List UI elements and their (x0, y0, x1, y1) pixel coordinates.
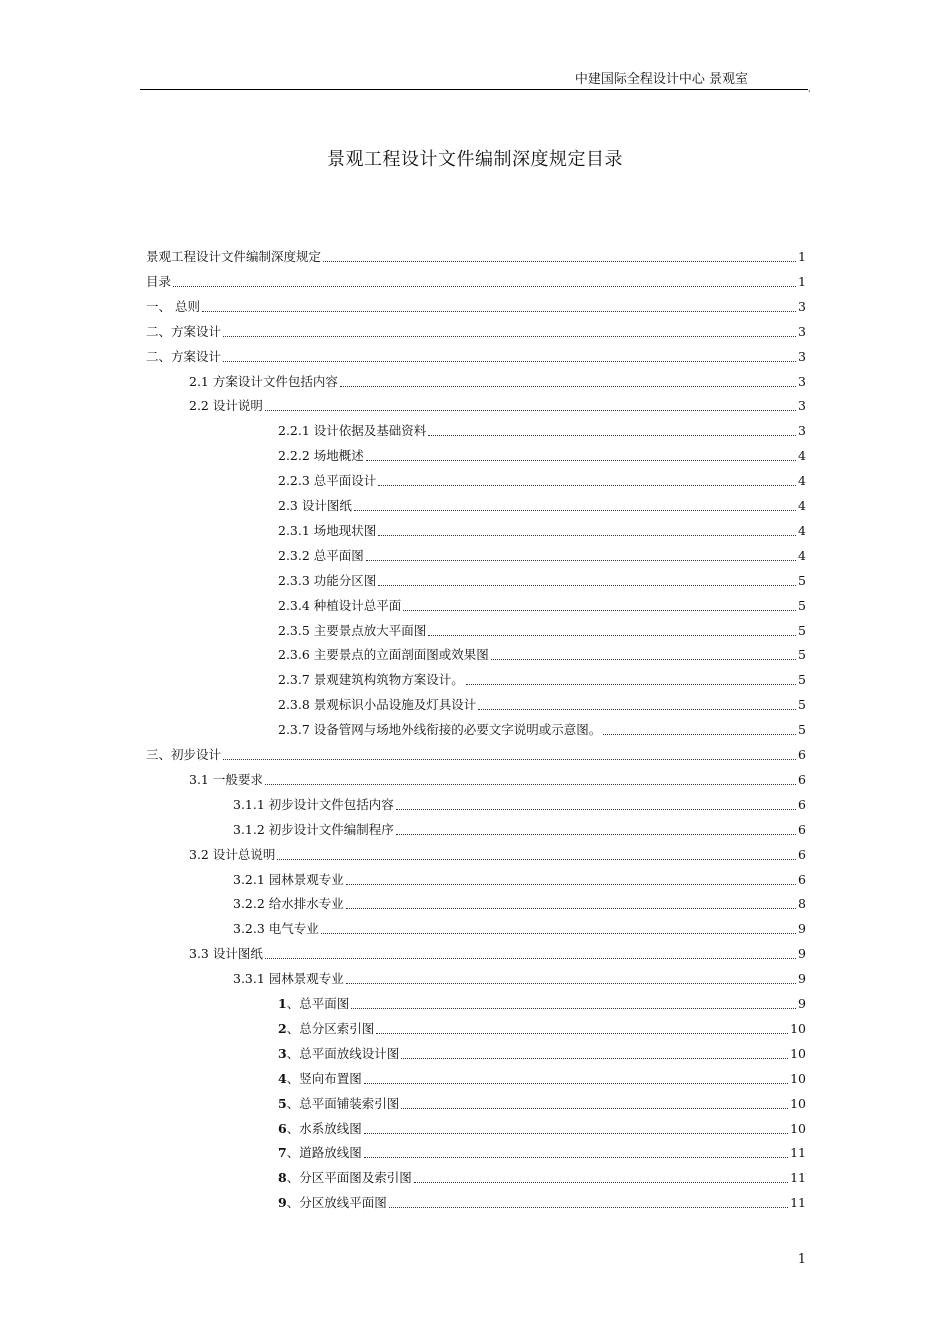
toc-entry-page: 5 (798, 647, 806, 663)
toc-entry[interactable] (233, 894, 806, 912)
dot-leader (346, 878, 796, 885)
toc-entry-label: 2.3.2 总平面图 (278, 547, 364, 563)
toc-entry[interactable] (233, 795, 806, 813)
dot-leader (223, 355, 796, 362)
toc-entry-label: 2.3.7 设备管网与场地外线衔接的必要文字说明或示意图。 (278, 722, 602, 738)
toc-entry-page: 10 (790, 1045, 806, 1061)
toc-entry[interactable] (278, 645, 806, 663)
toc-entry-label: 3.2.3 电气专业 (233, 921, 319, 937)
toc-entry-label: 2.2.1 设计依据及基础资料 (278, 423, 427, 439)
toc-entry[interactable] (146, 322, 806, 340)
toc-entry-label: 2.3 设计图纸 (278, 498, 352, 513)
toc-entry-text: 、道路放线图 (286, 1145, 362, 1161)
toc-entry-page: 4 (798, 473, 806, 489)
dot-leader (401, 1102, 788, 1109)
toc-entry[interactable] (278, 720, 806, 738)
toc-entry-number: 5 (278, 1095, 287, 1111)
toc-entry[interactable] (278, 1044, 806, 1062)
toc-entry-number: 2 (278, 1020, 287, 1036)
toc-entry[interactable] (278, 571, 806, 589)
toc-entry[interactable] (189, 845, 806, 863)
header-rule (140, 89, 808, 90)
page-header: 中建国际全程设计中心 景观室 (574, 72, 748, 87)
toc-entry[interactable] (233, 969, 806, 987)
toc-entry-label (278, 1195, 387, 1211)
toc-entry[interactable] (233, 820, 806, 838)
toc-entry-label: 2.3.4 种植设计总平面 (278, 597, 402, 613)
toc-entry-page: 3 (798, 348, 806, 364)
toc-entry-label: 二、方案设计 (146, 348, 222, 364)
dot-leader (364, 1151, 788, 1158)
toc-entry-label: 3.2.1 园林景观专业 (233, 871, 344, 887)
dot-leader (366, 554, 796, 561)
toc-entry-label (278, 1071, 362, 1087)
toc-entry-page: 5 (798, 572, 806, 588)
toc-entry-number: 3 (278, 1045, 287, 1061)
toc-entry-label: 2.3.3 功能分区图 (278, 572, 377, 588)
dot-leader (378, 529, 796, 536)
toc-entry[interactable] (278, 596, 806, 614)
dot-leader (265, 952, 796, 959)
dot-leader (364, 1077, 788, 1084)
dot-leader (428, 629, 796, 636)
toc-entry-text: 、分区平面图及索引图 (286, 1170, 412, 1186)
toc-entry-page: 3 (798, 373, 806, 389)
toc-entry-label (278, 1145, 362, 1161)
toc-entry-page: 5 (798, 597, 806, 613)
toc-entry-label: 目录 (146, 273, 172, 289)
toc-entry-page: 4 (798, 448, 806, 464)
toc-entry-page: 11 (790, 1195, 806, 1211)
dot-leader (223, 753, 796, 760)
toc-entry[interactable] (278, 471, 806, 489)
toc-entry-page: 3 (798, 298, 806, 314)
toc-entry-label (278, 1021, 374, 1037)
toc-entry[interactable] (146, 347, 806, 365)
toc-entry-label: 3.3 设计图纸 (189, 946, 263, 962)
toc-entry-label: 2.1 方案设计文件包括内容 (189, 373, 338, 389)
toc-entry-page: 9 (798, 996, 806, 1011)
toc-entry[interactable] (146, 745, 806, 763)
toc-entry-page: 4 (798, 547, 806, 563)
toc-entry[interactable] (278, 1069, 806, 1087)
dot-leader (351, 1002, 796, 1009)
toc-entry-page: 3 (798, 323, 806, 339)
toc-entry-number: 7 (278, 1145, 287, 1161)
toc-entry-page: 10 (790, 1070, 806, 1086)
toc-entry-number: 1 (278, 996, 287, 1011)
toc-entry[interactable] (278, 546, 806, 564)
toc-entry[interactable] (278, 446, 806, 464)
dot-leader (478, 703, 796, 710)
dot-leader (401, 1052, 788, 1059)
toc-entry-page: 1 (798, 273, 806, 289)
toc-entry-label: 3.2 设计总说明 (189, 846, 276, 862)
dot-leader (396, 828, 796, 835)
toc-entry-page: 3 (798, 423, 806, 439)
toc-entry-text: 、竖向布置图 (286, 1070, 362, 1086)
toc-entry[interactable] (233, 870, 806, 888)
toc-entry-label (278, 1046, 399, 1062)
toc-entry-label: 3.1 一般要求 (189, 771, 263, 787)
dot-leader (366, 454, 796, 461)
toc-entry-page: 10 (790, 1095, 806, 1111)
toc-entry-page: 6 (798, 771, 806, 787)
toc-entry-number: 9 (278, 1195, 287, 1211)
toc-entry-label: 3.1.1 初步设计文件包括内容 (233, 796, 394, 812)
toc-entry[interactable] (278, 1119, 806, 1137)
dot-leader (378, 479, 796, 486)
toc-entry-page: 4 (798, 522, 806, 538)
dot-leader (364, 1127, 788, 1134)
dot-leader (376, 1027, 788, 1034)
header-mark: , (808, 84, 811, 94)
toc-entry[interactable] (278, 670, 806, 688)
toc-entry-page: 4 (798, 498, 806, 513)
toc-entry-page: 5 (798, 622, 806, 638)
toc-entry[interactable] (278, 1168, 806, 1186)
toc-entry-number: 8 (278, 1170, 287, 1186)
toc-entry[interactable] (189, 396, 806, 414)
toc-entry[interactable] (278, 1143, 806, 1161)
toc-entry-page: 5 (798, 697, 806, 713)
toc-entry-number: 4 (278, 1070, 287, 1086)
toc-entry[interactable] (146, 297, 806, 315)
toc-entry[interactable] (278, 1193, 806, 1211)
toc-entry-label: 3.2.2 给水排水专业 (233, 896, 344, 912)
dot-leader (265, 778, 796, 785)
page-number: 1 (797, 1252, 806, 1267)
dot-leader (603, 728, 796, 735)
toc-entry-page: 5 (798, 722, 806, 738)
dot-leader (414, 1176, 788, 1183)
dot-leader (340, 380, 796, 387)
toc-entry-label: 2.3.7 景观建筑构筑物方案设计。 (278, 672, 464, 688)
toc-entry[interactable] (146, 247, 806, 265)
toc-entry-page: 11 (790, 1170, 806, 1186)
toc-entry-text: 、水系放线图 (286, 1120, 362, 1136)
toc-entry-page: 9 (798, 971, 806, 987)
toc-entry-label: 2.2.2 场地概述 (278, 448, 364, 464)
toc-entry-page: 6 (798, 796, 806, 812)
toc-entry-page: 3 (798, 398, 806, 414)
toc-entry[interactable] (278, 1019, 806, 1037)
dot-leader (466, 678, 796, 685)
toc-entry-label: 2.3.8 景观标识小品设施及灯具设计 (278, 697, 477, 713)
toc-entry-label: 二、方案设计 (146, 323, 222, 339)
toc-entry-label (278, 1096, 399, 1112)
dot-leader (321, 927, 796, 934)
toc-entry-page: 5 (798, 672, 806, 688)
dot-leader (354, 504, 796, 511)
dot-leader (265, 404, 796, 411)
toc-entry[interactable] (278, 1094, 806, 1112)
dot-leader (202, 305, 796, 312)
toc-entry-label: 一、 总则 (146, 298, 200, 314)
toc-entry-page: 9 (798, 921, 806, 937)
dot-leader (173, 280, 796, 287)
toc-entry[interactable] (233, 919, 806, 937)
toc-entry-label: 2.2 设计说明 (189, 398, 263, 414)
toc-entry[interactable] (189, 372, 806, 390)
toc-entry-label: 2.3.6 主要景点的立面剖面图或效果图 (278, 647, 489, 663)
dot-leader (346, 977, 796, 984)
toc-entry-text: 、总平面放线设计图 (286, 1045, 400, 1061)
toc-entry[interactable] (278, 994, 806, 1012)
dot-leader (223, 330, 796, 337)
toc-entry-label: 景观工程设计文件编制深度规定 (146, 249, 322, 264)
toc-entry-text: 、总平面图 (286, 996, 350, 1011)
dot-leader (346, 902, 796, 909)
toc-entry-label: 3.3.1 园林景观专业 (233, 971, 344, 987)
dot-leader (378, 579, 796, 586)
toc-entry[interactable] (189, 944, 806, 962)
toc-entry-page: 10 (790, 1020, 806, 1036)
toc-entry-page: 6 (798, 747, 806, 762)
toc-entry-label: 2.2.3 总平面设计 (278, 473, 377, 489)
dot-leader (403, 604, 796, 611)
toc-entry-number: 6 (278, 1120, 287, 1136)
document-title: 景观工程设计文件编制深度规定目录 (327, 149, 623, 170)
toc-entry-page: 8 (798, 896, 806, 912)
dot-leader (396, 803, 796, 810)
dot-leader (491, 653, 796, 660)
dot-leader (323, 255, 796, 262)
toc-entry-label (278, 1170, 412, 1186)
toc-entry-text: 、分区放线平面图 (286, 1195, 387, 1211)
dot-leader (428, 429, 796, 436)
dot-leader (389, 1201, 788, 1208)
toc-entry[interactable] (278, 621, 806, 639)
toc-entry-text: 、总分区索引图 (286, 1020, 375, 1036)
toc-entry-page: 6 (798, 821, 806, 837)
toc-entry-label (278, 996, 349, 1012)
toc-entry[interactable] (278, 521, 806, 539)
toc-entry-label: 3.1.2 初步设计文件编制程序 (233, 821, 394, 837)
toc-entry-page: 1 (798, 249, 806, 264)
toc-entry-label: 三、初步设计 (146, 747, 222, 762)
toc-entry-page: 10 (790, 1120, 806, 1136)
toc-entry-label: 2.3.5 主要景点放大平面图 (278, 622, 427, 638)
toc-entry-text: 、总平面铺装索引图 (286, 1095, 400, 1111)
toc-entry-page: 6 (798, 846, 806, 862)
toc-entry[interactable] (146, 272, 806, 290)
toc-entry[interactable] (278, 496, 806, 514)
toc-entry[interactable] (278, 695, 806, 713)
toc-entry-label (278, 1121, 362, 1137)
dot-leader (277, 853, 796, 860)
toc-entry[interactable] (278, 421, 806, 439)
toc-entry-page: 11 (790, 1145, 806, 1161)
toc-entry-label: 2.3.1 场地现状图 (278, 522, 377, 538)
toc-entry[interactable] (189, 770, 806, 788)
toc-entry-page: 9 (798, 946, 806, 962)
toc-entry-page: 6 (798, 871, 806, 887)
